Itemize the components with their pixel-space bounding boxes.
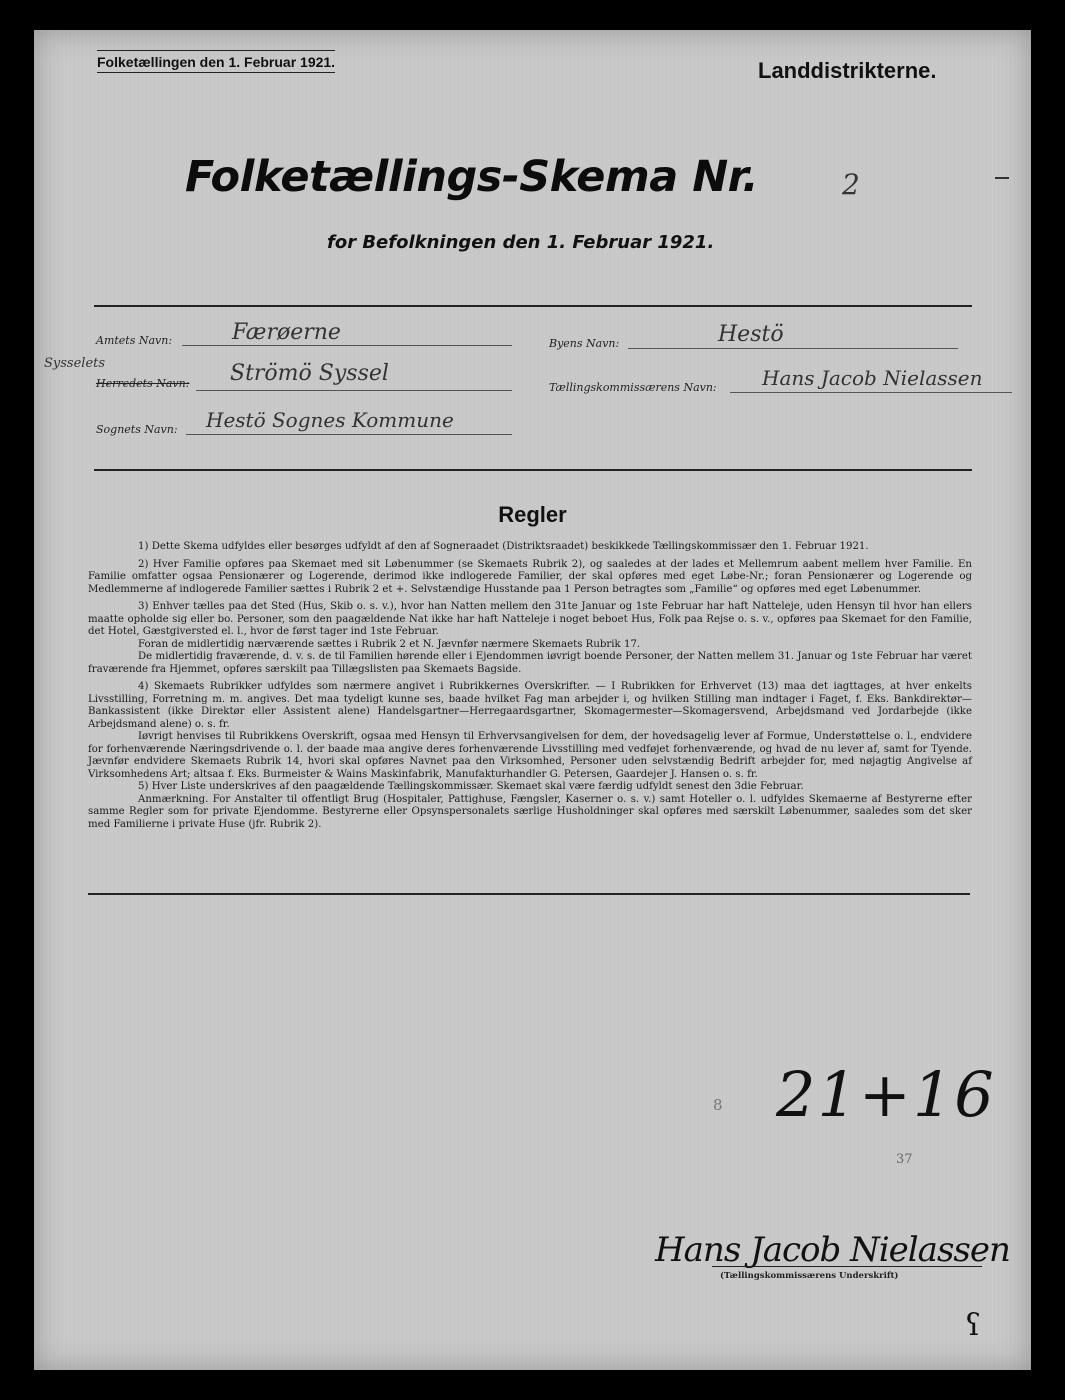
rule-note: Anmærkning. For Anstalter til offentligt Brug (Hospitaler, Pattighuse, Fængsler, Kaserner o. s. v.) samt Hoteller o. l. udfyldes Skemaerne af Bestyrerne efter samme Regler som for private Ejendomme. Bestyrerne eller Opsynspersonalets særlige Husholdninger skal opføres med særskilt Løbenummer, saaledes som det sker med Familierne i private Huse (jfr. Rubrik 2).: [88, 793, 972, 830]
amt-line: [182, 345, 512, 346]
kommissaer-value: Hans Jacob Nielassen: [762, 366, 983, 390]
signature-line: [712, 1266, 982, 1267]
signature-caption: (Tællingskommissærens Underskrift): [720, 1271, 899, 1281]
byen-label: Byens Navn:: [549, 337, 620, 350]
sogn-value: Hestö Sognes Kommune: [206, 408, 454, 432]
sogn-line: [186, 434, 512, 435]
rules-heading: Regler: [498, 502, 567, 527]
corner-mark: ʕ: [965, 1308, 982, 1343]
herred-label: Herredets Navn:: [96, 377, 190, 390]
rules-text: [88, 541, 972, 836]
kommissaer-line: [730, 392, 1012, 393]
rule-2: 2) Hver Familie opføres paa Skemaet med sit Løbenummer (se Skemaets Rubrik 2), og saaledes at der lades et Mellemrum aabent mellem hver Familie. En Familie omfatter ogsaa Pensionærer og Logerende, derimod ikke indlogerede Familier, der skal opføres med eget Løbe-Nr.; foran Pensionærer og Logerende og Medlemmerne af indlogerede Familier sættes i Rubrik 2 et +. Selvstændige Husstande paa 1 Person betragtes som „Familie“ og opføres med eget Løbenummer.: [88, 558, 972, 595]
amt-value: Færøerne: [232, 320, 341, 345]
margin-dash: [995, 177, 1009, 179]
rule-4b: Iøvrigt henvises til Rubrikkens Overskrift, ogsaa med Hensyn til Erhvervsangivelsen for dem, der hovedsagelig lever af Formue, Understøttelse o. l., endvidere for forhenværende Næringsdrivende o. l. der baade maa angive deres forhenværende Livsstilling med vedføjet forhenværende, og hvad de nu lever af, samt for Tyende. Jævnfør endvidere Skemaets Rubrik 14, hvori skal opføres Navnet paa den Virksomhed, Personer uden selvstændig Bedrift arbejder for, med nøjagtig Angivelse af Virksomhedens Art; altsaa f. Eks. Burmeister & Wains Maskinfabrik, Manufakturhandler G. Petersen, Gaardejer J. Hansen o. s. fr.: [88, 731, 972, 780]
rule-4: 4) Skemaets Rubrikker udfyldes som nærmere angivet i Rubrikkernes Overskrifter. — I Rubrikken for Erhvervet (13) maa det iagttages, at hver enkelts Livsstilling, Forretning m. m. angives. Det maa tydeligt kunne ses, baade hvilket Fag man arbejder i, og hvilken Stilling man indtager i Faget, f. Eks. Bankdirektør—Bankassistent (ikke Direktør eller Assistent alene) Handelsgartner—Herregaardsgartner, Skomagermester—Skomagersvend, Arbejdsmand ved Jordarbejde (ikke Arbejdsmand alene) o. s. fr.: [88, 681, 972, 730]
form-number: 2: [842, 168, 860, 201]
herred-value: Strömö Syssel: [230, 361, 389, 386]
form-subtitle: for Befolkningen den 1. Februar 1921.: [327, 232, 715, 253]
byen-value: Hestö: [718, 322, 784, 347]
byen-line: [628, 348, 958, 349]
divider-middle: [94, 469, 972, 471]
herred-line: [196, 390, 512, 391]
herred-prefix: Sysselets: [44, 356, 106, 371]
amt-label: Amtets Navn:: [96, 334, 173, 347]
rule-3b: Foran de midlertidig nærværende sættes i Rubrik 2 et N. Jævnfør nærmere Skemaets Rubrik 17.: [138, 638, 641, 650]
kommissaer-label: Tællingskommissærens Navn:: [549, 381, 717, 394]
commissioner-signature: Hans Jacob Nielassen: [655, 1230, 1010, 1270]
tally-total: 37: [896, 1152, 913, 1167]
tally-mark-8: 8: [713, 1096, 723, 1114]
sogn-label: Sognets Navn:: [96, 423, 178, 436]
header-district-type: Landdistrikterne.: [758, 58, 937, 83]
divider-bottom: [88, 893, 970, 895]
divider-top: [94, 305, 972, 307]
tally-sum: 21+16: [776, 1058, 996, 1131]
rule-5: 5) Hver Liste underskrives af den paagældende Tællingskommissær. Skemaet skal være færdig udfyldt senest den 3die Februar.: [138, 781, 804, 792]
header-census-date: Folketællingen den 1. Februar 1921.: [97, 54, 335, 73]
form-title: Folketællings-Skema Nr.: [185, 152, 759, 202]
rule-3c: De midlertidig fraværende, d. v. s. de til Familien hørende eller i Ejendommen iøvrigt boende Personer, der Natten mellem 31. Januar og 1ste Februar har været fraværende fra Hjemmet, opføres særskilt paa Tillægslisten paa Skemaets Bagside.: [88, 651, 972, 675]
rule-3: 3) Enhver tælles paa det Sted (Hus, Skib o. s. v.), hvor han Natten mellem den 31te Januar og 1ste Februar har haft Natteleje, uden Hensyn til hvor han ellers maatte opholde sig eller bo. Personer, som den paagældende Nat ikke har haft Natteleje i noget beboet Hus, Folk paa Rejse o. s. v., opføres paa Skemaet for den Familie, det Hotel, Gæstgiversted el. l., hvor de først tager ind 1ste Februar.: [88, 601, 972, 637]
rule-1: 1) Dette Skema udfyldes eller besørges udfyldt af den af Sogneraadet (Distriktsraadet) beskikkede Tællingskommissær den 1. Februar 1921.: [138, 541, 869, 552]
